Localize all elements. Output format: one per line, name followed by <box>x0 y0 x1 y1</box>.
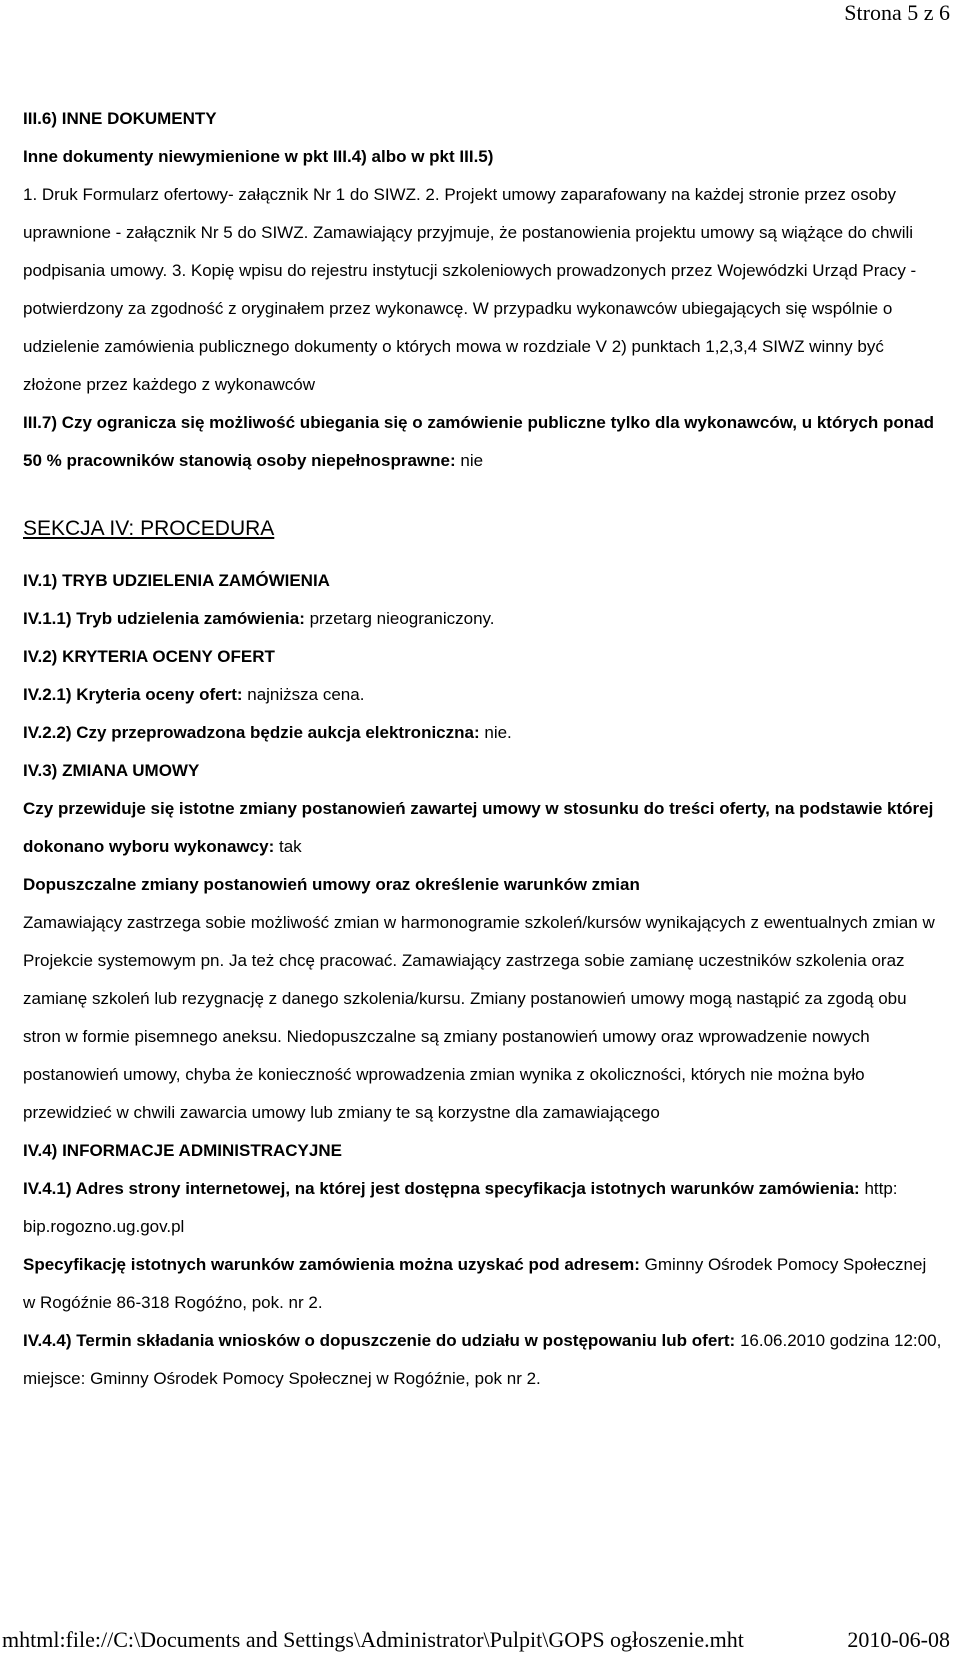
section-iii6-subtitle: Inne dokumenty niewymienione w pkt III.4) albo w pkt III.5) <box>23 147 494 166</box>
section-iv-title: SEKCJA IV: PROCEDURA <box>23 517 275 540</box>
iv41 <box>23 1170 943 1246</box>
iv22-question: IV.2.2) Czy przeprowadzona będzie aukcja elektroniczna: <box>23 723 480 742</box>
footer-date: 2010-06-08 <box>847 1627 950 1652</box>
iv11 <box>23 600 943 638</box>
iv11-answer: przetarg nieograniczony. <box>304 609 495 628</box>
section-iii6-body: 1. Druk Formularz ofertowy- załącznik Nr 1 do SIWZ. 2. Projekt umowy zaparafowany na każdej stronie przez osoby uprawnione - załącznik Nr 5 do SIWZ. Zamawiający przyjmuje, że postanowienia projektu umowy są wiążące do chwili podpisania umowy. 3. Kopię wpisu do rejestru instytucji szkoleniowych prowadzonych przez Wojewódzki Urząd Pracy - potwierdzony za zgodność z oryginałem przez wykonawcę. W przypadku wykonawców ubiegających się wspólnie o udzielenie zamówienia publicznego dokumenty o których mowa w rozdziale V 2) punktach 1,2,3,4 SIWZ winny być złożone przez każdego z wykonawców <box>23 185 917 394</box>
iv44 <box>23 1322 943 1398</box>
iv22-answer: nie. <box>479 723 512 742</box>
siwz-address-question: Specyfikację istotnych warunków zamówienia można uzyskać pod adresem: <box>23 1255 640 1274</box>
siwz-address-answer: Gminny Ośrodek Pomocy Społecznej w Rogóźnie 86-318 Rogóźno, pok. nr 2. <box>23 1255 927 1312</box>
iv11-question: IV.1.1) Tryb udzielenia zamówienia: <box>23 609 305 628</box>
notice-content <box>23 100 943 1398</box>
siwz-url-link[interactable]: http: bip.rogozno.ug.gov.pl <box>23 1179 898 1236</box>
section-iii6-title: III.6) INNE DOKUMENTY <box>23 109 217 128</box>
iv1-title: IV.1) TRYB UDZIELENIA ZAMÓWIENIA <box>23 571 330 590</box>
iv21-answer: najniższa cena. <box>242 685 365 704</box>
iv3-allowed-title: Dopuszczalne zmiany postanowień umowy oraz określenie warunków zmian <box>23 875 640 894</box>
siwz-address <box>23 1246 943 1322</box>
iv21-question: IV.2.1) Kryteria oceny ofert: <box>23 685 243 704</box>
iv3-title: IV.3) ZMIANA UMOWY <box>23 761 200 780</box>
section-iii7-question: III.7) Czy ogranicza się możliwość ubiegania się o zamówienie publiczne tylko dla wykonawców, u których ponad 50 % pracowników stanowią osoby niepełnosprawne: <box>23 413 934 470</box>
iv21 <box>23 676 943 714</box>
section-iii7 <box>23 404 943 480</box>
section-iii7-answer: nie <box>455 451 484 470</box>
iv2-title: IV.2) KRYTERIA OCENY OFERT <box>23 647 275 666</box>
page-number: Strona 5 z 6 <box>844 0 950 25</box>
iv3-question: Czy przewiduje się istotne zmiany postanowień zawartej umowy w stosunku do treści oferty, na podstawie której dokonano wyboru wykonawcy: tak <box>23 799 934 856</box>
iv3-allowed-body: Zamawiający zastrzega sobie możliwość zmian w harmonogramie szkoleń/kursów wynikających z ewentualnych zmian w Projekcie systemowym pn. Ja też chcę pracować. Zamawiający zastrzega sobie zamianę uczestników szkolenia oraz zamianę szkoleń lub rezygnację z danego szkolenia/kursu. Zmiany postanowień umowy mogą nastąpić za zgodą obu stron w formie pisemnego aneksu. Niedopuszczalne są zmiany postanowień umowy oraz wprowadzenie nowych postanowień umowy, chyba że konieczność wprowadzenia zmian wynika z okoliczności, których nie można było przewidzieć w chwili zawarcia umowy lub zmiany te są korzystne dla zamawiającego <box>23 913 935 1122</box>
iv22 <box>23 714 943 752</box>
footer-file-path: mhtml:file://C:\Documents and Settings\Administrator\Pulpit\GOPS ogłoszenie.mht <box>2 1627 744 1652</box>
iv3-answer: tak <box>274 837 302 856</box>
iv44-answer: 16.06.2010 godzina 12:00, miejsce: Gminny Ośrodek Pomocy Społecznej w Rogóźnie, pok nr 2. <box>23 1331 942 1388</box>
iv41-question: IV.4.1) Adres strony internetowej, na której jest dostępna specyfikacja istotnych warunków zamówienia: <box>23 1179 860 1198</box>
iv4-title: IV.4) INFORMACJE ADMINISTRACYJNE <box>23 1141 342 1160</box>
iv44-question: IV.4.4) Termin składania wniosków o dopuszczenie do udziału w postępowaniu lub ofert: <box>23 1331 736 1350</box>
